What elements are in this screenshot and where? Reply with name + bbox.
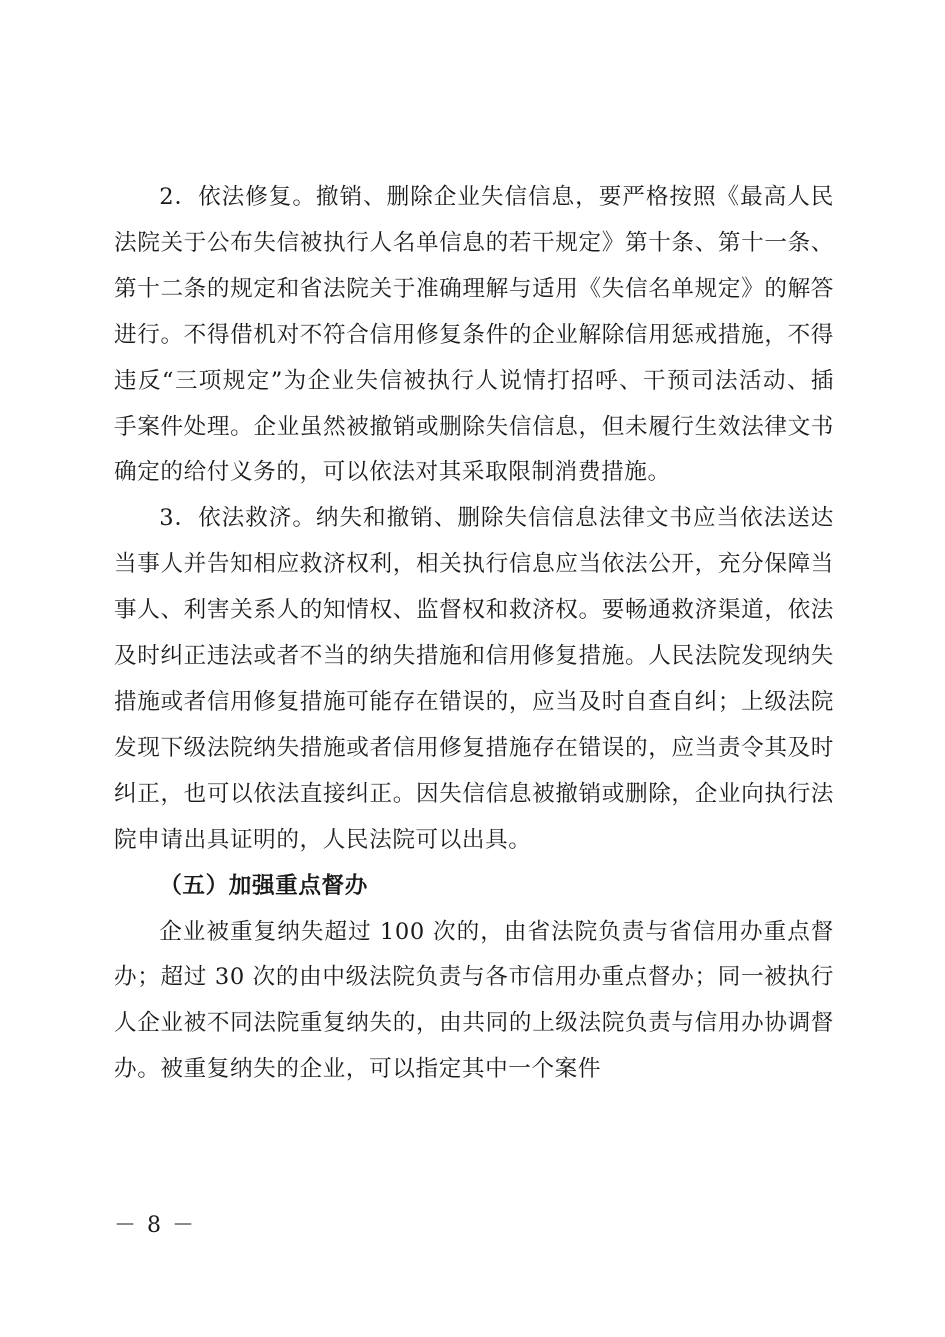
section-heading: （五）加强重点督办 <box>159 872 368 899</box>
page-number: － 8 － <box>114 1213 196 1238</box>
paragraph-key-supervision: 企业被重复纳失超过 100 次的，由省法院负责与省信用办重点督办；超过 30 次的由中级法院负责与各市信用办重点督办；同一被执行人企业被不同法院重复纳失的，由共同的上级法院负责与信用办协调督办。被重复纳失的企业，可以指定其中一个案件 <box>114 918 834 1083</box>
document-body <box>114 175 834 1093</box>
paragraph-legal-restoration: 2．依法修复。撤销、删除企业失信信息，要严格按照《最高人民法院关于公布失信被执行人名单信息的若干规定》第十条、第十一条、第十二条的规定和省法院关于准确理解与适用《失信名单规定》的解答进行。不得借机对不符合信用修复条件的企业解除信用惩戒措施，不得违反“三项规定”为企业失信被执行人说情打招呼、干预司法活动、插手案件处理。企业虽然被撤销或删除失信信息，但未履行生效法律文书确定的给付义务的，可以依法对其采取限制消费措施。 <box>114 184 834 486</box>
paragraph-legal-remedy: 3．依法救济。纳失和撤销、删除失信信息法律文书应当依法送达当事人并告知相应救济权利，相关执行信息应当依法公开，充分保障当事人、利害关系人的知情权、监督权和救济权。要畅通救济渠道，依法及时纠正违法或者不当的纳失措施和信用修复措施。人民法院发现纳失措施或者信用修复措施可能存在错误的，应当及时自查自纠；上级法院发现下级法院纳失措施或者信用修复措施存在错误的，应当责令其及时纠正，也可以依法直接纠正。因失信信息被撤销或删除，企业向执行法院申请出具证明的，人民法院可以出具。 <box>114 505 834 853</box>
